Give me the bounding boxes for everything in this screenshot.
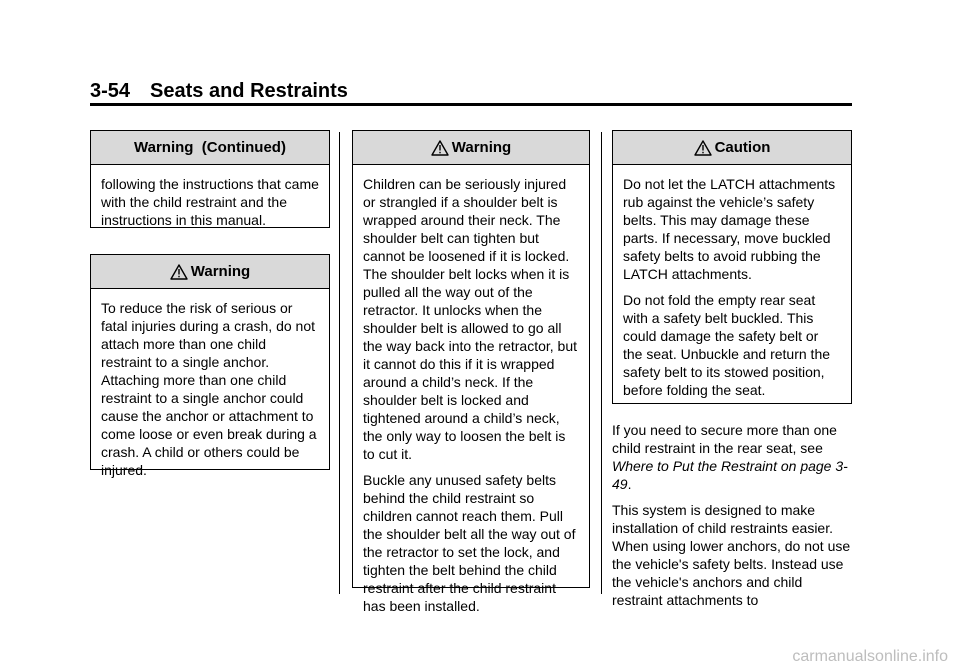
warning-triangle-icon: [431, 140, 449, 156]
caution-para1: Do not let the LATCH attachments rub against the vehicle’s safety belts. This may damage these parts. If necessary, move buckled safety belts to avoid rubbing the LATCH attachments.: [623, 176, 836, 282]
warning-triangle-icon: [170, 264, 188, 280]
column-divider-1: [339, 132, 340, 594]
warning-shoulder-para1: Children can be seriously injured or strangled if a shoulder belt is wrapped around their neck. The shoulder belt can tighten but cannot be loosened if it is locked. The shoulder belt locks when it is pulled all the way out of the retractor. It unlocks when the shoulder belt is allowed to go all the way back into the retractor, but it cannot do this if it is wrapped around a child’s neck. If the shoulder belt is locked and tightened around a child’s neck, the only way to loosen the belt is to cut it.: [363, 176, 578, 462]
warning-box-shoulder-belt: [352, 130, 590, 614]
section-title: Seats and Restraints: [150, 80, 348, 102]
warning-anchor-header: [91, 255, 329, 289]
warning-anchor-body: [91, 289, 329, 487]
warning-shoulder-para2: Buckle any unused safety belts behind the child restraint so children cannot reach them. Pull the shoulder belt all the way out of the retractor to set the lock, and tighten the belt behind the child restraint after the child restraint has been installed.: [363, 472, 576, 614]
column-divider-2: [601, 132, 602, 594]
warning-continued-header: [91, 131, 329, 165]
warning-box-anchor: [90, 254, 330, 478]
warning-shoulder-title: Warning: [451, 139, 512, 156]
caution-title: Caution: [714, 139, 771, 156]
warning-triangle-icon: [694, 140, 712, 156]
period: .: [627, 476, 632, 492]
warning-shoulder-header: [353, 131, 589, 165]
multiple-restraints-paragraph: [612, 421, 852, 493]
multiple-restraints-text: If you need to secure more than one child restraint in the rear seat, see: [612, 422, 837, 456]
page-number: 3-54: [90, 80, 131, 102]
system-design-paragraph: This system is designed to make installation of child restraints easier. When using lower anchors, do not use the vehicle's safety belts. Instead use the vehicle's anchors and child restraint attachments to: [612, 502, 851, 608]
restraint-location-link[interactable]: Where to Put the Restraint on page 3-49: [612, 458, 848, 492]
caution-body: [613, 165, 851, 407]
header-rule: [90, 103, 852, 106]
caution-header: [613, 131, 851, 165]
watermark: carmanualsonline.info: [792, 648, 948, 665]
warning-continued-title: Warning (Continued): [134, 139, 286, 156]
warning-anchor-text: To reduce the risk of serious or fatal injuries during a crash, do not attach more than one child restraint to a single anchor. Attaching more than one child restraint to a single anchor could cause the anchor or attachment to come loose or even break during a crash. A child or others could be injured.: [101, 300, 317, 478]
warning-continued-box: [90, 130, 330, 228]
warning-continued-text: following the instructions that came with the child restraint and the instructions in this manual.: [101, 176, 319, 228]
column3-body-text: [612, 421, 852, 617]
caution-para2: Do not fold the empty rear seat with a safety belt buckled. This could damage the safety belt or the seat. Unbuckle and return the safety belt to its stowed position, before folding the seat.: [623, 292, 831, 398]
warning-continued-body: [91, 165, 329, 237]
warning-shoulder-body: [353, 165, 589, 623]
caution-box-latch: [612, 130, 852, 404]
warning-anchor-title: Warning: [190, 263, 251, 280]
page-header: [90, 80, 850, 103]
